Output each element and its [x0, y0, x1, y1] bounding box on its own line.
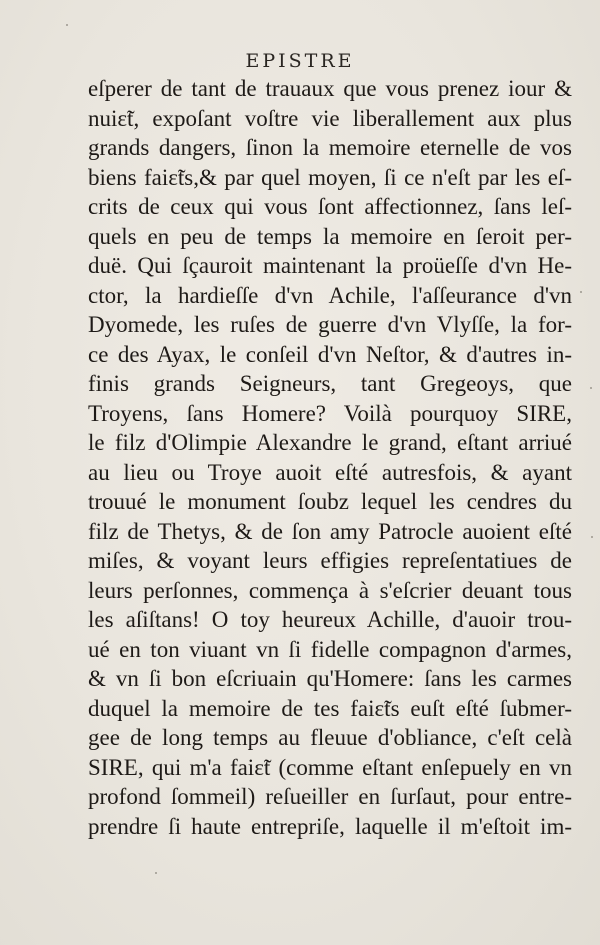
running-head: EPISTRE — [245, 50, 355, 72]
text-line: Troyens, ſans Homere? Voilà pourquoy SIRE, — [88, 400, 572, 426]
text-line: crits de ceux qui vous ſont affectionnez, ſans leſ- — [88, 194, 572, 219]
text-line: trouué le monument ſoubz lequel les cendres du — [88, 489, 572, 514]
text-line: finis grands Seigneurs, tant Gregeoys, que — [88, 371, 572, 396]
text-line: nuiɛ̃t, expoſant voſtre vie liberallement aux plus — [88, 105, 572, 131]
text-line: au lieu ou Troye auoit eſté autresfois, & ayant — [88, 459, 572, 485]
text-line: duë. Qui ſçauroit maintenant la proüeſſe d'vn He- — [88, 253, 572, 278]
text-line: quels en peu de temps la memoire en ſeroit per- — [88, 223, 572, 249]
text-line: SIRE, qui m'a faiɛ̃t (comme eſtant enſepuely en vn — [88, 754, 572, 780]
text-line: prendre ſi haute entrepriſe, laquelle il m'eſtoit im- — [88, 813, 572, 839]
text-line: gee de long temps au fleuue d'obliance, c'eſt celà — [88, 725, 572, 750]
text-line: ce des Ayax, le conſeil d'vn Neſtor, & d'autres in- — [88, 341, 572, 367]
paper-speck — [580, 291, 582, 293]
text-line: Dyomede, les ruſes de guerre d'vn Vlyſſe, la for- — [88, 312, 572, 337]
text-line: le filz d'Olimpie Alexandre le grand, eſtant arriué — [88, 430, 572, 455]
text-line: miſes, & voyant leurs effigies repreſentatiues de — [88, 548, 572, 573]
text-line: grands dangers, ſinon la memoire eternelle de vos — [88, 135, 572, 160]
text-line: duquel la memoire de tes faiɛ̃ts euſt eſté ſubmer- — [88, 695, 572, 721]
text-line: filz de Thetys, & de ſon amy Patrocle auoient eſté — [88, 518, 572, 544]
text-line: les aſiſtans! O toy heureux Achille, d'auoir trou- — [88, 607, 572, 632]
paper-speck — [590, 387, 592, 389]
text-line: eſperer de tant de trauaux que vous prenez iour & — [88, 76, 572, 101]
body-text — [88, 74, 572, 841]
text-line: profond ſommeil) reſueiller en ſurſaut, pour entre- — [88, 784, 572, 809]
text-line: biens faiɛ̃ts,& par quel moyen, ſi ce n'eſt par les eſ- — [88, 164, 572, 190]
text-line: ué en ton viuant vn ſi fidelle compagnon d'armes, — [88, 636, 572, 662]
text-line: & vn ſi bon eſcriuain qu'Homere: ſans les carmes — [88, 666, 572, 691]
paper-speck — [155, 872, 157, 874]
text-line: ctor, la hardieſſe d'vn Achile, l'aſſeurance d'vn — [88, 282, 572, 308]
paper-speck — [66, 24, 68, 26]
text-line: leurs perſonnes, commença à s'eſcrier deuant tous — [88, 577, 572, 603]
paper-speck — [591, 536, 593, 538]
